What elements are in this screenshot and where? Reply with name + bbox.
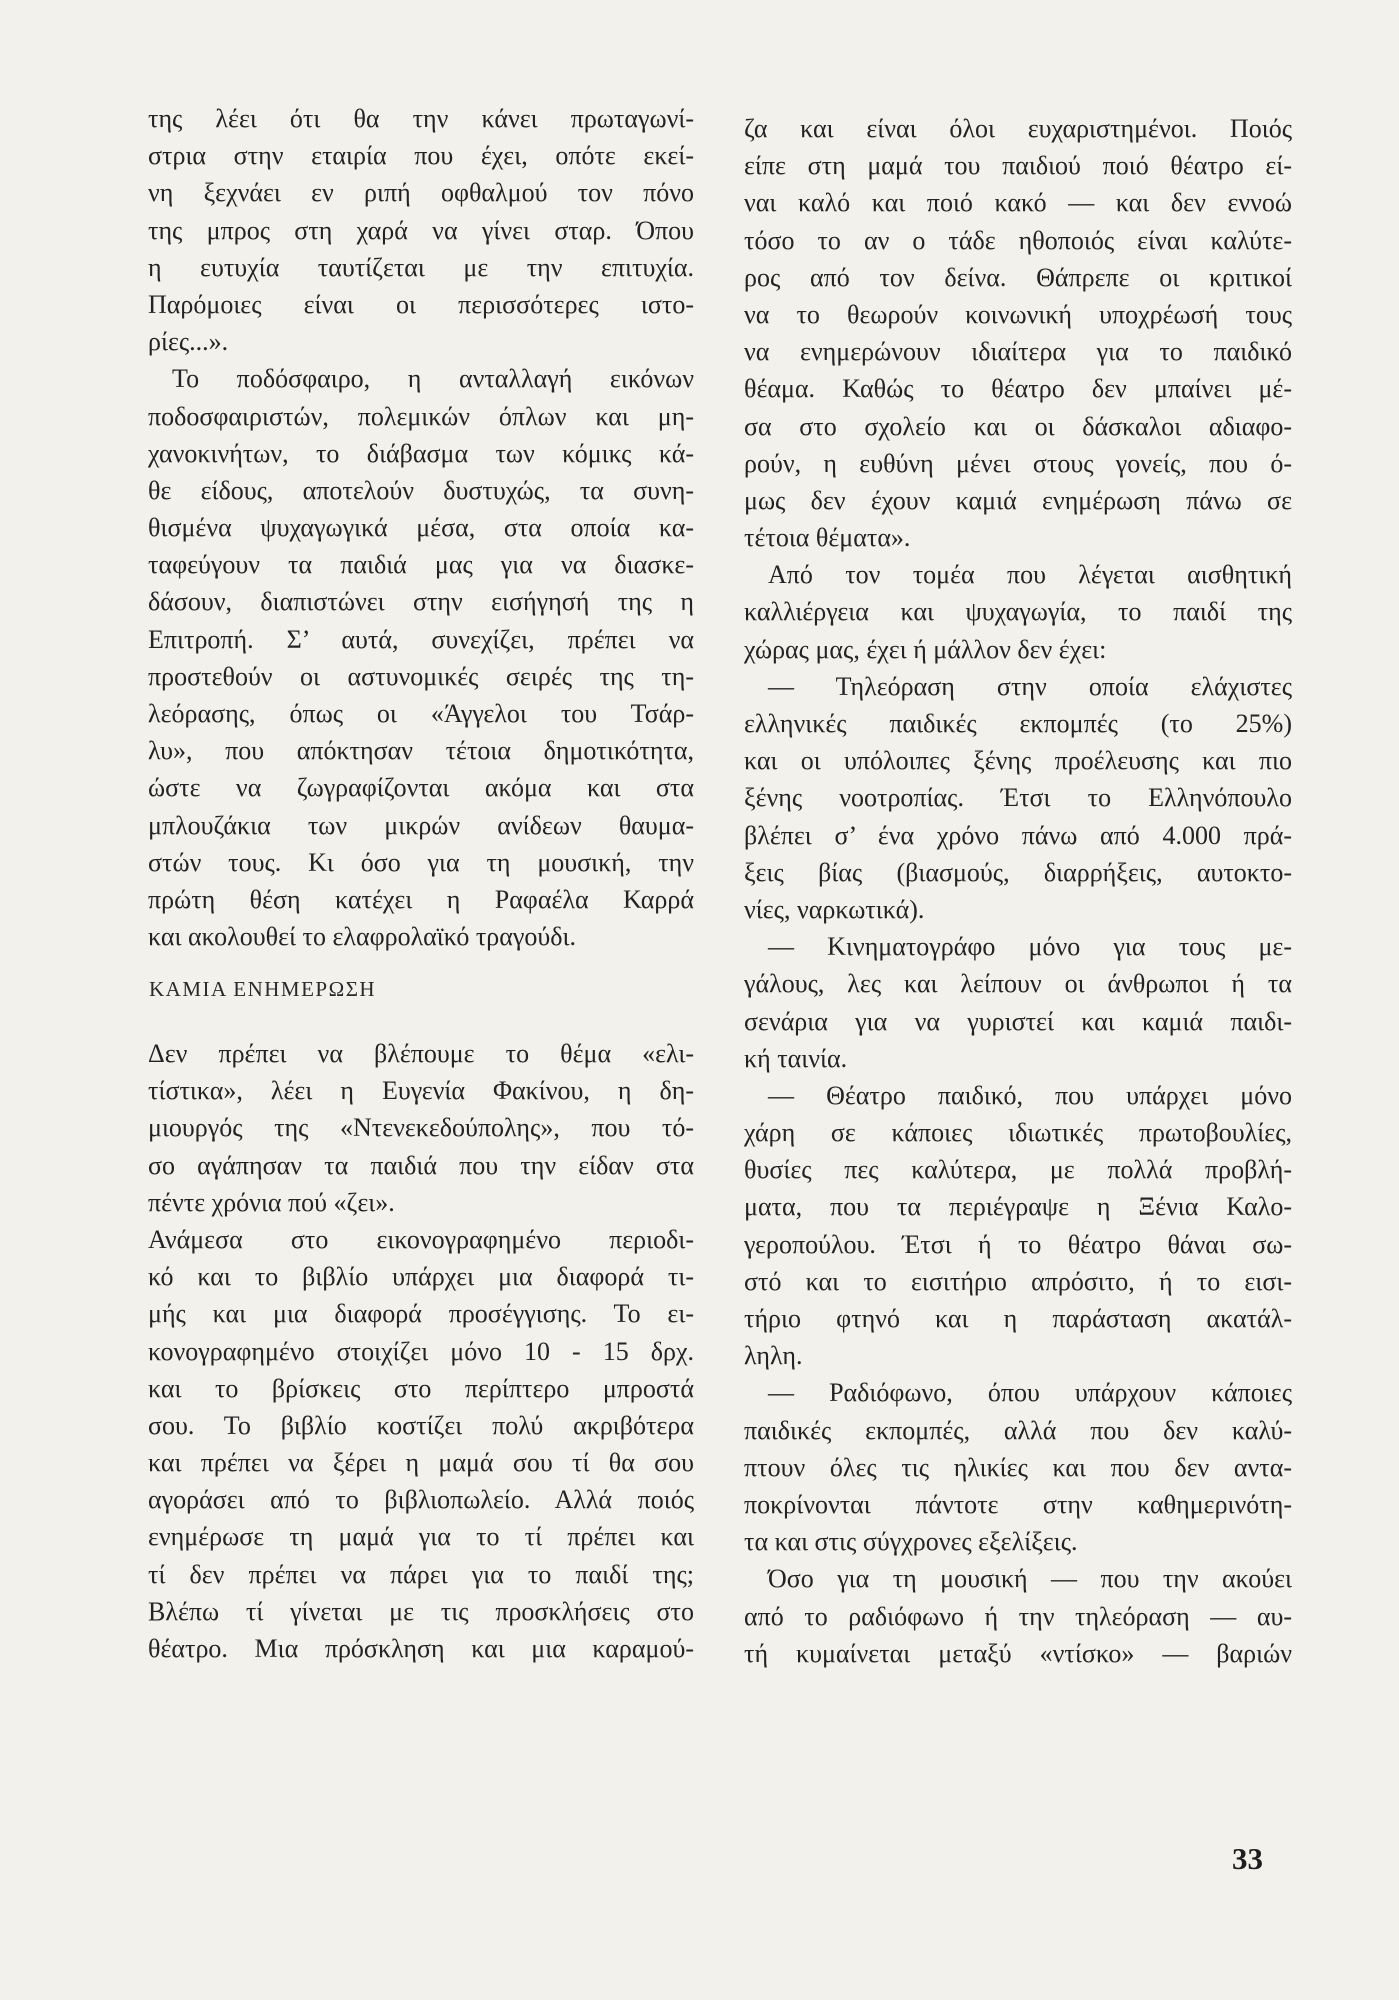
page-number: 33 [1232, 1841, 1263, 1876]
text-line: ναι καλό και ποιό κακό — και δεν εννοώ [744, 188, 1292, 218]
text-line: — Ραδιόφωνο, όπου υπάρχουν κάποιες [768, 1378, 1292, 1408]
text-line: τόσο το αν ο τάδε ηθοποιός είναι καλύτε- [744, 225, 1292, 255]
text-line: ποδοσφαιριστών, πολεμικών όπλων και μη- [148, 401, 694, 431]
text-line: στό και το εισιτήριο απρόσιτο, ή το εισι- [744, 1266, 1292, 1296]
text-line: Βλέπω τί γίνεται με τις προσκλήσεις στο [148, 1596, 694, 1626]
text-line: στρια στην εταιρία που έχει, οπότε εκεί- [148, 141, 694, 171]
text-line: να ενημερώνουν ιδιαίτερα για το παιδικό [744, 337, 1292, 367]
text-line: πέντε χρόνια πού «ζει». [148, 1187, 395, 1217]
text-line: λεόρασης, όπως οι «Άγγελοι του Τσάρ- [148, 699, 694, 728]
text-line: ζα και είναι όλοι ευχαριστημένοι. Ποιός [744, 114, 1292, 143]
left-column-top-text [148, 100, 694, 955]
text-line: ματα, που τα περιέγραψε η Ξένια Καλο- [744, 1192, 1292, 1222]
text-line: τή κυμαίνεται μεταξύ «ντίσκο» — βαριών [744, 1638, 1292, 1668]
text-line: τήριο φτηνό και η παράσταση ακατάλ- [744, 1304, 1292, 1333]
text-line: ξεις βίας (βιασμούς, διαρρήξεις, αυτοκτο- [744, 857, 1292, 887]
text-line: σενάρια για να γυριστεί και καμιά παιδι- [744, 1006, 1292, 1036]
text-line: — Τηλεόραση στην οποία ελάχιστες [768, 671, 1292, 701]
text-line: — Θέατρο παιδικό, που υπάρχει μόνο [768, 1080, 1292, 1110]
text-line: Ανάμεσα στο εικονογραφημένο περιοδι- [148, 1224, 694, 1254]
text-line: σου. Το βιβλίο κοστίζει πολύ ακριβότερα [148, 1410, 694, 1440]
text-line: βλέπει σ’ ένα χρόνο πάνω από 4.000 πρά- [744, 820, 1292, 850]
text-line: Όσο για τη μουσική — που την ακούει [768, 1564, 1292, 1594]
text-line: είπε στη μαμά του παιδιού ποιό θέατρο εί- [744, 151, 1292, 181]
text-line: ληλη. [744, 1341, 803, 1371]
text-line: θισμένα ψυχαγωγικά μέσα, στα οποία κα- [148, 513, 694, 543]
text-line: ρούν, η ευθύνη μένει στους γονείς, που ό- [744, 448, 1292, 478]
text-line: δάσουν, διαπιστώνει στην εισήγησή της η [148, 587, 694, 617]
text-line: κονογραφημένο στοιχίζει μόνο 10 - 15 δρχ. [148, 1336, 694, 1366]
text-line: της μπρος στη χαρά να γίνει σταρ. Όπου [148, 215, 694, 245]
text-line: και πρέπει να ξέρει η μαμά σου τί θα σου [148, 1448, 694, 1478]
text-line: χώρας μας, έχει ή μάλλον δεν έχει: [744, 634, 1107, 664]
text-line: τέτοια θέματα». [744, 523, 911, 553]
text-line: Δεν πρέπει να βλέπουμε το θέμα «ελι- [148, 1039, 694, 1068]
text-line: αγοράσει από το βιβλιοπωλείο. Αλλά ποιός [148, 1485, 694, 1515]
text-line: νη ξεχνάει εν ριπή οφθαλμού τον πόνο [148, 178, 694, 208]
text-line: προστεθούν οι αστυνομικές σειρές της τη- [148, 661, 694, 691]
text-line: και ακολουθεί το ελαφρολαϊκό τραγούδι. [148, 922, 576, 952]
text-line: Το ποδόσφαιρο, η ανταλλαγή εικόνων [172, 364, 694, 394]
text-line: και οι υπόλοιπες ξένης προέλευσης και πιο [744, 746, 1292, 776]
text-line: θέατρο. Μια πρόσκληση και μια καραμού- [148, 1634, 694, 1663]
text-line: ξένης νοοτροπίας. Έτσι το Ελληνόπουλο [744, 783, 1292, 813]
text-line: γεροπούλου. Έτσι ή το θέατρο θάναι σω- [744, 1229, 1292, 1259]
text-line: Από τον τομέα που λέγεται αισθητική [768, 560, 1292, 590]
text-line: γάλους, λες και λείπουν οι άνθρωποι ή τα [744, 969, 1292, 999]
text-line: και το βρίσκεις στο περίπτερο μπροστά [148, 1373, 694, 1403]
text-line: λυ», που απόκτησαν τέτοια δημοτικότητα, [148, 736, 694, 766]
left-column-bottom-text [148, 1035, 694, 1667]
text-line: θε είδους, αποτελούν δυστυχώς, τα συνη- [148, 475, 694, 505]
text-line: νίες, ναρκωτικά). [744, 894, 925, 924]
text-line: της λέει ότι θα την κάνει πρωταγωνί- [148, 104, 694, 133]
text-line: ποκρίνονται πάντοτε στην καθημερινότη- [744, 1489, 1292, 1519]
text-line: σα στο σχολείο και οι δάσκαλοι αδιαφο- [744, 411, 1292, 441]
text-line: μής και μια διαφορά προσέγγισης. Το ει- [148, 1299, 694, 1329]
text-line: ενημέρωσε τη μαμά για το τί πρέπει και [148, 1522, 694, 1552]
text-line: ώστε να ζωγραφίζονται ακόμα και στα [148, 773, 694, 803]
text-line: Παρόμοιες είναι οι περισσότερες ιστο- [148, 289, 694, 319]
text-line: κή ταινία. [744, 1043, 848, 1073]
text-line: καλλιέργεια και ψυχαγωγία, το παιδί της [744, 597, 1292, 627]
text-line: στών τους. Κι όσο για τη μουσική, την [148, 847, 694, 877]
text-line: θέαμα. Καθώς το θέατρο δεν μπαίνει μέ- [744, 374, 1292, 404]
text-line: ταφεύγουν τα παιδιά μας για να διασκε- [148, 550, 694, 580]
text-line: η ευτυχία ταυτίζεται με την επιτυχία. [148, 252, 694, 282]
text-line: ρος από τον δείνα. Θάπρεπε οι κριτικοί [744, 262, 1292, 292]
text-line: — Κινηματογράφο μόνο για τους με- [768, 932, 1292, 962]
text-line: μως δεν έχουν καμιά ενημέρωση πάνω σε [744, 485, 1292, 515]
text-line: τα και στις σύγχρονες εξελίξεις. [744, 1527, 1078, 1557]
text-line: παιδικές εκπομπές, αλλά που δεν καλύ- [744, 1415, 1292, 1445]
text-line: από το ραδιόφωνο ή την τηλεόραση — αυ- [744, 1601, 1292, 1631]
right-column-text [744, 110, 1292, 1672]
text-line: πρώτη θέση κατέχει η Ραφαέλα Καρρά [148, 884, 694, 914]
text-line: τί δεν πρέπει να πάρει για το παιδί της; [148, 1559, 694, 1589]
text-line: χάρη σε κάποιες ιδιωτικές πρωτοβουλίες, [744, 1118, 1292, 1148]
text-line: Επιτροπή. Σ’ αυτά, συνεχίζει, πρέπει να [148, 624, 694, 654]
text-line: κό και το βιβλίο υπάρχει μια διαφορά τι- [148, 1262, 694, 1292]
text-line: μιουργός της «Ντενεκεδούπολης», που τό- [148, 1113, 694, 1143]
text-line: να το θεωρούν κοινωνική υποχρέωσή τους [744, 299, 1292, 329]
text-line: μπλουζάκια των μικρών ανίδεων θαυμα- [148, 810, 694, 840]
text-line: θυσίες πες καλύτερα, με πολλά προβλή- [744, 1155, 1292, 1185]
text-line: πτουν όλες τις ηλικίες και που δεν αντα- [744, 1452, 1292, 1482]
text-line: σο αγάπησαν τα παιδιά που την είδαν στα [148, 1150, 694, 1180]
text-line: τίστικα», λέει η Ευγενία Φακίνου, η δη- [148, 1076, 694, 1106]
text-line: ελληνικές παιδικές εκπομπές (το 25%) [744, 709, 1292, 738]
section-heading: ΚΑΜΙΑ ΕΝΗΜΕΡΩΣΗ [149, 977, 377, 1001]
text-line: ρίες...». [148, 327, 229, 357]
text-line: χανοκινήτων, το διάβασμα των κόμικς κά- [148, 438, 694, 468]
